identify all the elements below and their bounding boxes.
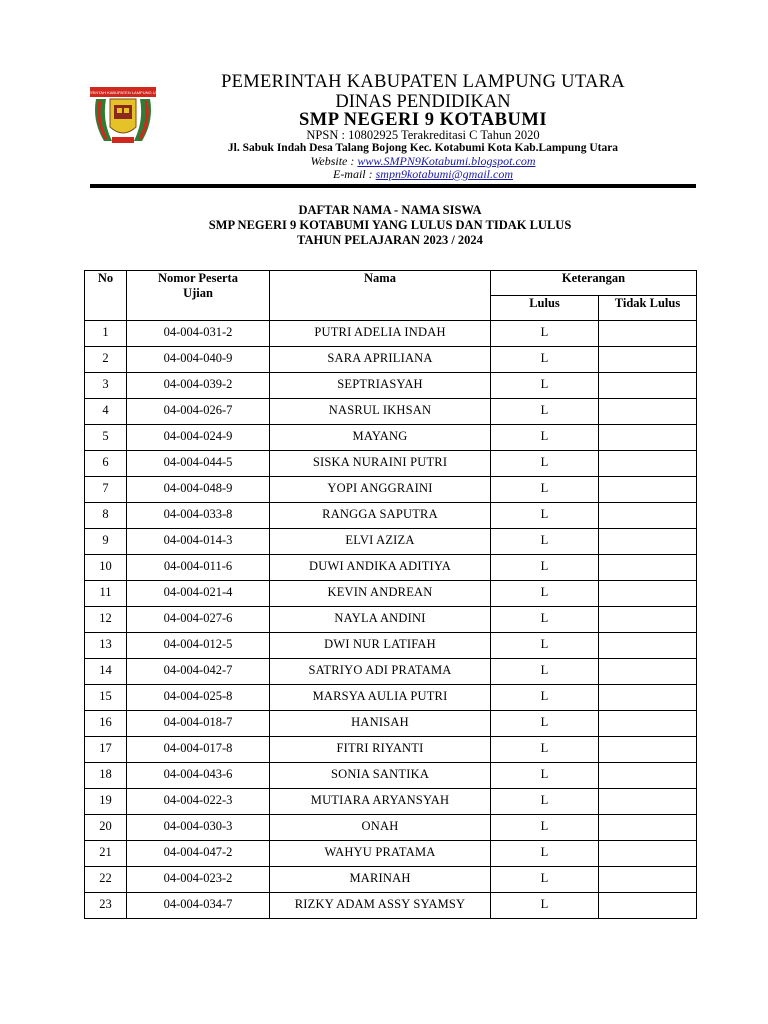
table-row xyxy=(85,737,697,763)
students-table xyxy=(84,270,697,919)
cell-tidak-lulus xyxy=(599,789,697,815)
cell-nama: SONIA SANTIKA xyxy=(270,763,491,789)
website-link[interactable]: www.SMPN9Kotabumi.blogspot.com xyxy=(357,154,536,168)
school-emblem-logo xyxy=(80,87,166,149)
table-row xyxy=(85,867,697,893)
cell-no: 18 xyxy=(85,763,127,789)
cell-tidak-lulus xyxy=(599,321,697,347)
cell-nomor-peserta: 04-004-011-6 xyxy=(127,555,270,581)
cell-nama: RIZKY ADAM ASSY SYAMSY xyxy=(270,893,491,919)
cell-nama: MUTIARA ARYANSYAH xyxy=(270,789,491,815)
cell-nomor-peserta: 04-004-024-9 xyxy=(127,425,270,451)
cell-nama: MARSYA AULIA PUTRI xyxy=(270,685,491,711)
cell-lulus: L xyxy=(491,815,599,841)
cell-tidak-lulus xyxy=(599,685,697,711)
cell-lulus: L xyxy=(491,425,599,451)
cell-tidak-lulus xyxy=(599,581,697,607)
cell-lulus: L xyxy=(491,503,599,529)
cell-tidak-lulus xyxy=(599,529,697,555)
cell-lulus: L xyxy=(491,607,599,633)
cell-tidak-lulus xyxy=(599,763,697,789)
cell-no: 23 xyxy=(85,893,127,919)
cell-tidak-lulus xyxy=(599,399,697,425)
cell-nomor-peserta: 04-004-031-2 xyxy=(127,321,270,347)
cell-lulus: L xyxy=(491,893,599,919)
cell-nama: DUWI ANDIKA ADITIYA xyxy=(270,555,491,581)
table-row xyxy=(85,321,697,347)
table-row xyxy=(85,841,697,867)
cell-lulus: L xyxy=(491,685,599,711)
cell-no: 10 xyxy=(85,555,127,581)
cell-lulus: L xyxy=(491,711,599,737)
cell-nama: SARA APRILIANA xyxy=(270,347,491,373)
header-tidak-lulus: Tidak Lulus xyxy=(599,296,697,321)
table-row xyxy=(85,373,697,399)
table-row xyxy=(85,451,697,477)
cell-lulus: L xyxy=(491,763,599,789)
cell-nama: HANISAH xyxy=(270,711,491,737)
cell-no: 12 xyxy=(85,607,127,633)
cell-tidak-lulus xyxy=(599,633,697,659)
cell-tidak-lulus xyxy=(599,555,697,581)
cell-no: 19 xyxy=(85,789,127,815)
document-subtitle: SMP NEGERI 9 KOTABUMI YANG LULUS DAN TIDAK LULUS xyxy=(208,218,572,232)
cell-no: 22 xyxy=(85,867,127,893)
header-school-name: SMP NEGERI 9 KOTABUMI xyxy=(298,110,548,130)
header-nomor-peserta-line1: Nomor Peserta xyxy=(158,271,238,285)
table-row xyxy=(85,815,697,841)
cell-tidak-lulus xyxy=(599,815,697,841)
website-label: Website : xyxy=(310,154,358,168)
header-lulus: Lulus xyxy=(491,296,599,321)
cell-no: 5 xyxy=(85,425,127,451)
cell-lulus: L xyxy=(491,841,599,867)
cell-no: 15 xyxy=(85,685,127,711)
cell-no: 20 xyxy=(85,815,127,841)
cell-nama: MAYANG xyxy=(270,425,491,451)
cell-nama: DWI NUR LATIFAH xyxy=(270,633,491,659)
cell-lulus: L xyxy=(491,633,599,659)
cell-tidak-lulus xyxy=(599,841,697,867)
cell-nomor-peserta: 04-004-021-4 xyxy=(127,581,270,607)
cell-tidak-lulus xyxy=(599,477,697,503)
cell-no: 11 xyxy=(85,581,127,607)
cell-lulus: L xyxy=(491,321,599,347)
cell-lulus: L xyxy=(491,373,599,399)
header-nomor-peserta xyxy=(127,271,270,321)
cell-tidak-lulus xyxy=(599,737,697,763)
email-label: E-mail : xyxy=(332,167,376,181)
cell-nama: ONAH xyxy=(270,815,491,841)
header-keterangan: Keterangan xyxy=(491,271,697,296)
cell-no: 8 xyxy=(85,503,127,529)
cell-tidak-lulus xyxy=(599,867,697,893)
cell-tidak-lulus xyxy=(599,425,697,451)
cell-lulus: L xyxy=(491,867,599,893)
cell-no: 2 xyxy=(85,347,127,373)
cell-no: 7 xyxy=(85,477,127,503)
table-row xyxy=(85,711,697,737)
cell-nomor-peserta: 04-004-048-9 xyxy=(127,477,270,503)
table-row xyxy=(85,399,697,425)
document-title: DAFTAR NAMA - NAMA SISWA xyxy=(298,203,482,217)
cell-nomor-peserta: 04-004-033-8 xyxy=(127,503,270,529)
cell-no: 13 xyxy=(85,633,127,659)
email-link[interactable]: smpn9kotabumi@gmail.com xyxy=(375,167,514,181)
table-row xyxy=(85,633,697,659)
table-row xyxy=(85,503,697,529)
cell-nomor-peserta: 04-004-043-6 xyxy=(127,763,270,789)
cell-nomor-peserta: 04-004-039-2 xyxy=(127,373,270,399)
cell-lulus: L xyxy=(491,477,599,503)
table-row xyxy=(85,659,697,685)
cell-no: 21 xyxy=(85,841,127,867)
table-row xyxy=(85,763,697,789)
cell-lulus: L xyxy=(491,581,599,607)
table-row xyxy=(85,347,697,373)
cell-tidak-lulus xyxy=(599,451,697,477)
cell-nama: SATRIYO ADI PRATAMA xyxy=(270,659,491,685)
cell-tidak-lulus xyxy=(599,711,697,737)
table-row xyxy=(85,555,697,581)
cell-tidak-lulus xyxy=(599,503,697,529)
cell-nomor-peserta: 04-004-030-3 xyxy=(127,815,270,841)
document-year: TAHUN PELAJARAN 2023 / 2024 xyxy=(297,233,483,247)
cell-no: 1 xyxy=(85,321,127,347)
svg-text:PEMERINTAH KABUPATEN LAMPUNG U: PEMERINTAH KABUPATEN LAMPUNG UTARA xyxy=(80,90,166,95)
cell-no: 9 xyxy=(85,529,127,555)
cell-lulus: L xyxy=(491,529,599,555)
cell-nomor-peserta: 04-004-034-7 xyxy=(127,893,270,919)
cell-no: 4 xyxy=(85,399,127,425)
cell-lulus: L xyxy=(491,737,599,763)
cell-nomor-peserta: 04-004-027-6 xyxy=(127,607,270,633)
header-department: DINAS PENDIDIKAN xyxy=(335,92,511,112)
cell-lulus: L xyxy=(491,659,599,685)
cell-tidak-lulus xyxy=(599,347,697,373)
table-row xyxy=(85,607,697,633)
cell-nomor-peserta: 04-004-047-2 xyxy=(127,841,270,867)
cell-tidak-lulus xyxy=(599,659,697,685)
cell-nomor-peserta: 04-004-017-8 xyxy=(127,737,270,763)
cell-lulus: L xyxy=(491,789,599,815)
cell-nomor-peserta: 04-004-018-7 xyxy=(127,711,270,737)
table-row xyxy=(85,789,697,815)
cell-nomor-peserta: 04-004-012-5 xyxy=(127,633,270,659)
cell-no: 16 xyxy=(85,711,127,737)
cell-nama: NASRUL IKHSAN xyxy=(270,399,491,425)
table-row xyxy=(85,893,697,919)
cell-nama: MARINAH xyxy=(270,867,491,893)
cell-nomor-peserta: 04-004-014-3 xyxy=(127,529,270,555)
cell-nama: RANGGA SAPUTRA xyxy=(270,503,491,529)
header-government: PEMERINTAH KABUPATEN LAMPUNG UTARA xyxy=(221,72,625,92)
cell-lulus: L xyxy=(491,451,599,477)
cell-nama: ELVI AZIZA xyxy=(270,529,491,555)
cell-nama: NAYLA ANDINI xyxy=(270,607,491,633)
cell-lulus: L xyxy=(491,399,599,425)
header-divider xyxy=(90,184,696,188)
table-row xyxy=(85,477,697,503)
header-email-line xyxy=(150,167,696,182)
cell-no: 14 xyxy=(85,659,127,685)
table-row xyxy=(85,685,697,711)
cell-tidak-lulus xyxy=(599,373,697,399)
cell-nomor-peserta: 04-004-022-3 xyxy=(127,789,270,815)
table-row xyxy=(85,529,697,555)
header-no: No xyxy=(85,271,127,321)
cell-lulus: L xyxy=(491,555,599,581)
cell-nomor-peserta: 04-004-023-2 xyxy=(127,867,270,893)
cell-nama: WAHYU PRATAMA xyxy=(270,841,491,867)
table-row xyxy=(85,581,697,607)
cell-no: 17 xyxy=(85,737,127,763)
header-nomor-peserta-line2: Ujian xyxy=(183,286,213,300)
cell-nomor-peserta: 04-004-025-8 xyxy=(127,685,270,711)
cell-no: 3 xyxy=(85,373,127,399)
cell-nama: PUTRI ADELIA INDAH xyxy=(270,321,491,347)
cell-nomor-peserta: 04-004-026-7 xyxy=(127,399,270,425)
cell-nama: SEPTRIASYAH xyxy=(270,373,491,399)
cell-no: 6 xyxy=(85,451,127,477)
cell-tidak-lulus xyxy=(599,607,697,633)
header-npsn: NPSN : 10802925 Terakreditasi C Tahun 2020 xyxy=(306,128,540,142)
table-row xyxy=(85,425,697,451)
header-address: Jl. Sabuk Indah Desa Talang Bojong Kec. Kotabumi Kota Kab.Lampung Utara xyxy=(227,142,619,154)
cell-lulus: L xyxy=(491,347,599,373)
cell-nomor-peserta: 04-004-044-5 xyxy=(127,451,270,477)
cell-nama: SISKA NURAINI PUTRI xyxy=(270,451,491,477)
cell-tidak-lulus xyxy=(599,893,697,919)
cell-nama: FITRI RIYANTI xyxy=(270,737,491,763)
cell-nomor-peserta: 04-004-040-9 xyxy=(127,347,270,373)
cell-nomor-peserta: 04-004-042-7 xyxy=(127,659,270,685)
header-nama: Nama xyxy=(270,271,491,321)
cell-nama: KEVIN ANDREAN xyxy=(270,581,491,607)
cell-nama: YOPI ANGGRAINI xyxy=(270,477,491,503)
